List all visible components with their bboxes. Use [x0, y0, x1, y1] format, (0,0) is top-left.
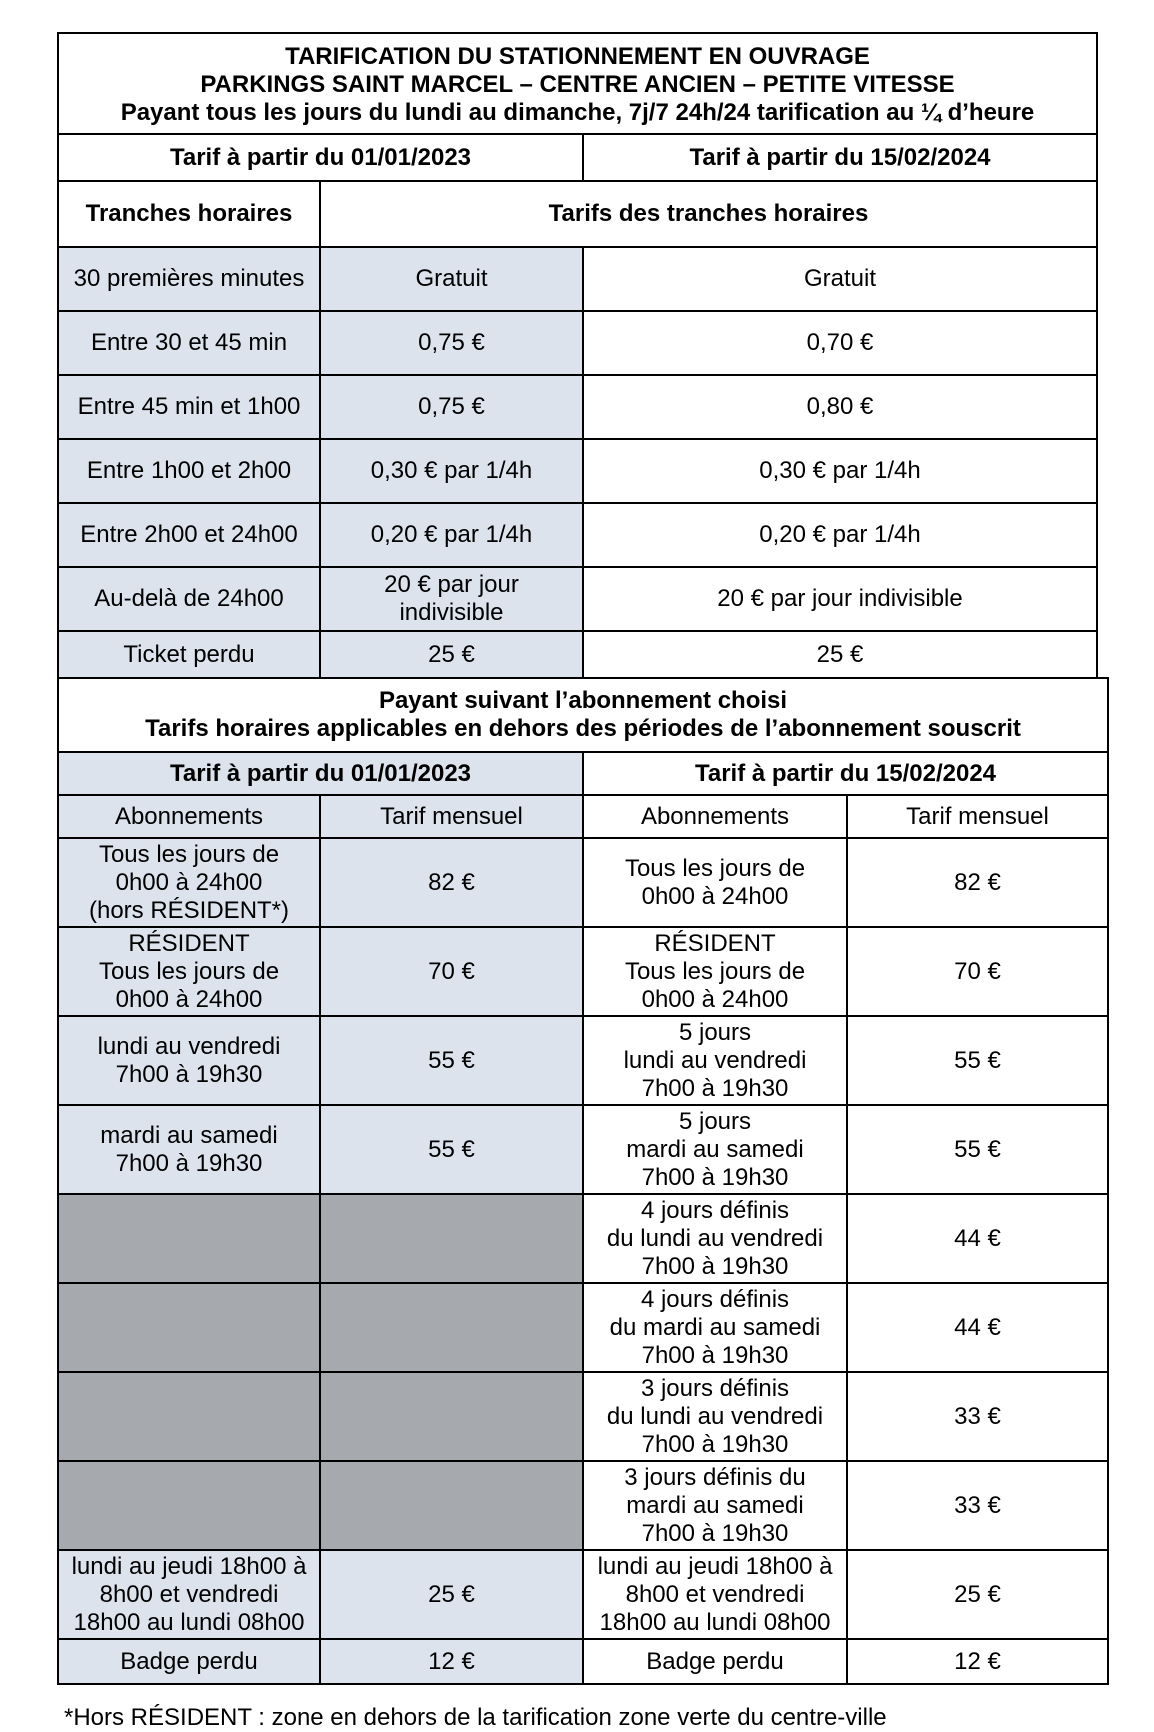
slot-label: 30 premières minutes — [58, 247, 320, 311]
table-title: TARIFICATION DU STATIONNEMENT EN OUVRAGE PARKINGS SAINT MARCEL – CENTRE ANCIEN – PETITE VITESSE Payant tous les jours du lundi au dimanche, 7j/7 24h/24 tarification au ¼ d’heure — [58, 33, 1097, 134]
price-2023: 55 € — [320, 1016, 583, 1105]
rate-2023: Gratuit — [320, 247, 583, 311]
subscription-2024: lundi au jeudi 18h00 à 8h00 et vendredi 18h00 au lundi 08h00 — [583, 1550, 847, 1639]
table-row — [58, 503, 1097, 567]
table-row — [58, 567, 1097, 631]
price-2024: 55 € — [847, 1105, 1108, 1194]
price-2024: 55 € — [847, 1016, 1108, 1105]
rate-2023: 0,30 € par 1/4h — [320, 439, 583, 503]
table-row — [58, 1461, 1108, 1550]
subscription-tariff-table — [57, 677, 1109, 1685]
table-row — [58, 1194, 1108, 1283]
table-row — [58, 631, 1097, 678]
table-row — [58, 247, 1097, 311]
rates-header: Tarifs des tranches horaires — [320, 181, 1097, 247]
empty-price-2023 — [320, 1194, 583, 1283]
slot-label: Entre 2h00 et 24h00 — [58, 503, 320, 567]
subscription-2024: Badge perdu — [583, 1639, 847, 1684]
subscription-2024: 3 jours définis du mardi au samedi 7h00 à 19h30 — [583, 1461, 847, 1550]
price-2024: 33 € — [847, 1372, 1108, 1461]
table-row — [58, 838, 1108, 927]
empty-price-2023 — [320, 1461, 583, 1550]
price-2024: 82 € — [847, 838, 1108, 927]
empty-price-2023 — [320, 1372, 583, 1461]
subscription-header-2023: Abonnements — [58, 795, 320, 838]
rate-2023: 20 € par jour indivisible — [320, 567, 583, 631]
subscription-2024: Tous les jours de 0h00 à 24h00 — [583, 838, 847, 927]
rate-2023: 25 € — [320, 631, 583, 678]
subscription-2024: 4 jours définis du lundi au vendredi 7h00 à 19h30 — [583, 1194, 847, 1283]
subscription-2023: lundi au jeudi 18h00 à 8h00 et vendredi 18h00 au lundi 08h00 — [58, 1550, 320, 1639]
table-row — [58, 375, 1097, 439]
table-row — [58, 1372, 1108, 1461]
empty-price-2023 — [320, 1283, 583, 1372]
table-row — [58, 439, 1097, 503]
rate-2023: 0,20 € par 1/4h — [320, 503, 583, 567]
col-header-2023: Tarif à partir du 01/01/2023 — [58, 752, 583, 795]
price-2023: 12 € — [320, 1639, 583, 1684]
table-row — [58, 1105, 1108, 1194]
rate-2024: 25 € — [583, 631, 1097, 678]
slot-label: Entre 45 min et 1h00 — [58, 375, 320, 439]
price-2024: 44 € — [847, 1194, 1108, 1283]
tariff-document — [57, 32, 1108, 1685]
rate-2023: 0,75 € — [320, 311, 583, 375]
slot-label: Entre 30 et 45 min — [58, 311, 320, 375]
price-2023: 70 € — [320, 927, 583, 1016]
empty-cell-2023 — [58, 1372, 320, 1461]
table-row — [58, 311, 1097, 375]
rate-2024: 20 € par jour indivisible — [583, 567, 1097, 631]
rate-2023: 0,75 € — [320, 375, 583, 439]
col-header-2024: Tarif à partir du 15/02/2024 — [583, 752, 1108, 795]
slot-label: Ticket perdu — [58, 631, 320, 678]
subscription-title: Payant suivant l’abonnement choisi Tarifs horaires applicables en dehors des périodes de l’abonnement souscrit — [58, 678, 1108, 752]
price-header-2023: Tarif mensuel — [320, 795, 583, 838]
subscription-2024: 4 jours définis du mardi au samedi 7h00 à 19h30 — [583, 1283, 847, 1372]
price-2024: 70 € — [847, 927, 1108, 1016]
rate-2024: 0,20 € par 1/4h — [583, 503, 1097, 567]
price-2024: 25 € — [847, 1550, 1108, 1639]
rate-2024: 0,70 € — [583, 311, 1097, 375]
rate-2024: 0,30 € par 1/4h — [583, 439, 1097, 503]
price-2024: 44 € — [847, 1283, 1108, 1372]
subscription-2024: RÉSIDENT Tous les jours de 0h00 à 24h00 — [583, 927, 847, 1016]
subscription-2023: Tous les jours de 0h00 à 24h00 (hors RÉSIDENT*) — [58, 838, 320, 927]
subscription-2023: Badge perdu — [58, 1639, 320, 1684]
price-2023: 55 € — [320, 1105, 583, 1194]
price-header-2024: Tarif mensuel — [847, 795, 1108, 838]
slots-header: Tranches horaires — [58, 181, 320, 247]
price-2024: 33 € — [847, 1461, 1108, 1550]
table-row — [58, 1283, 1108, 1372]
rate-2024: Gratuit — [583, 247, 1097, 311]
subscription-2024: 5 jours mardi au samedi 7h00 à 19h30 — [583, 1105, 847, 1194]
table-row — [58, 927, 1108, 1016]
price-2023: 82 € — [320, 838, 583, 927]
price-2023: 25 € — [320, 1550, 583, 1639]
subscription-2023: lundi au vendredi 7h00 à 19h30 — [58, 1016, 320, 1105]
subscription-2024: 5 jours lundi au vendredi 7h00 à 19h30 — [583, 1016, 847, 1105]
empty-cell-2023 — [58, 1283, 320, 1372]
col-header-2023: Tarif à partir du 01/01/2023 — [58, 134, 583, 181]
empty-cell-2023 — [58, 1194, 320, 1283]
subscription-2023: RÉSIDENT Tous les jours de 0h00 à 24h00 — [58, 927, 320, 1016]
subscription-2023: mardi au samedi 7h00 à 19h30 — [58, 1105, 320, 1194]
subscription-2024: 3 jours définis du lundi au vendredi 7h00 à 19h30 — [583, 1372, 847, 1461]
empty-cell-2023 — [58, 1461, 320, 1550]
table-row — [58, 1550, 1108, 1639]
table-row — [58, 1639, 1108, 1684]
col-header-2024: Tarif à partir du 15/02/2024 — [583, 134, 1097, 181]
rate-2024: 0,80 € — [583, 375, 1097, 439]
subscription-header-2024: Abonnements — [583, 795, 847, 838]
slot-label: Au-delà de 24h00 — [58, 567, 320, 631]
footnote: *Hors RÉSIDENT : zone en dehors de la tarification zone verte du centre-ville — [64, 1704, 887, 1731]
price-2024: 12 € — [847, 1639, 1108, 1684]
slot-label: Entre 1h00 et 2h00 — [58, 439, 320, 503]
table-row — [58, 1016, 1108, 1105]
hourly-tariff-table — [57, 32, 1098, 679]
